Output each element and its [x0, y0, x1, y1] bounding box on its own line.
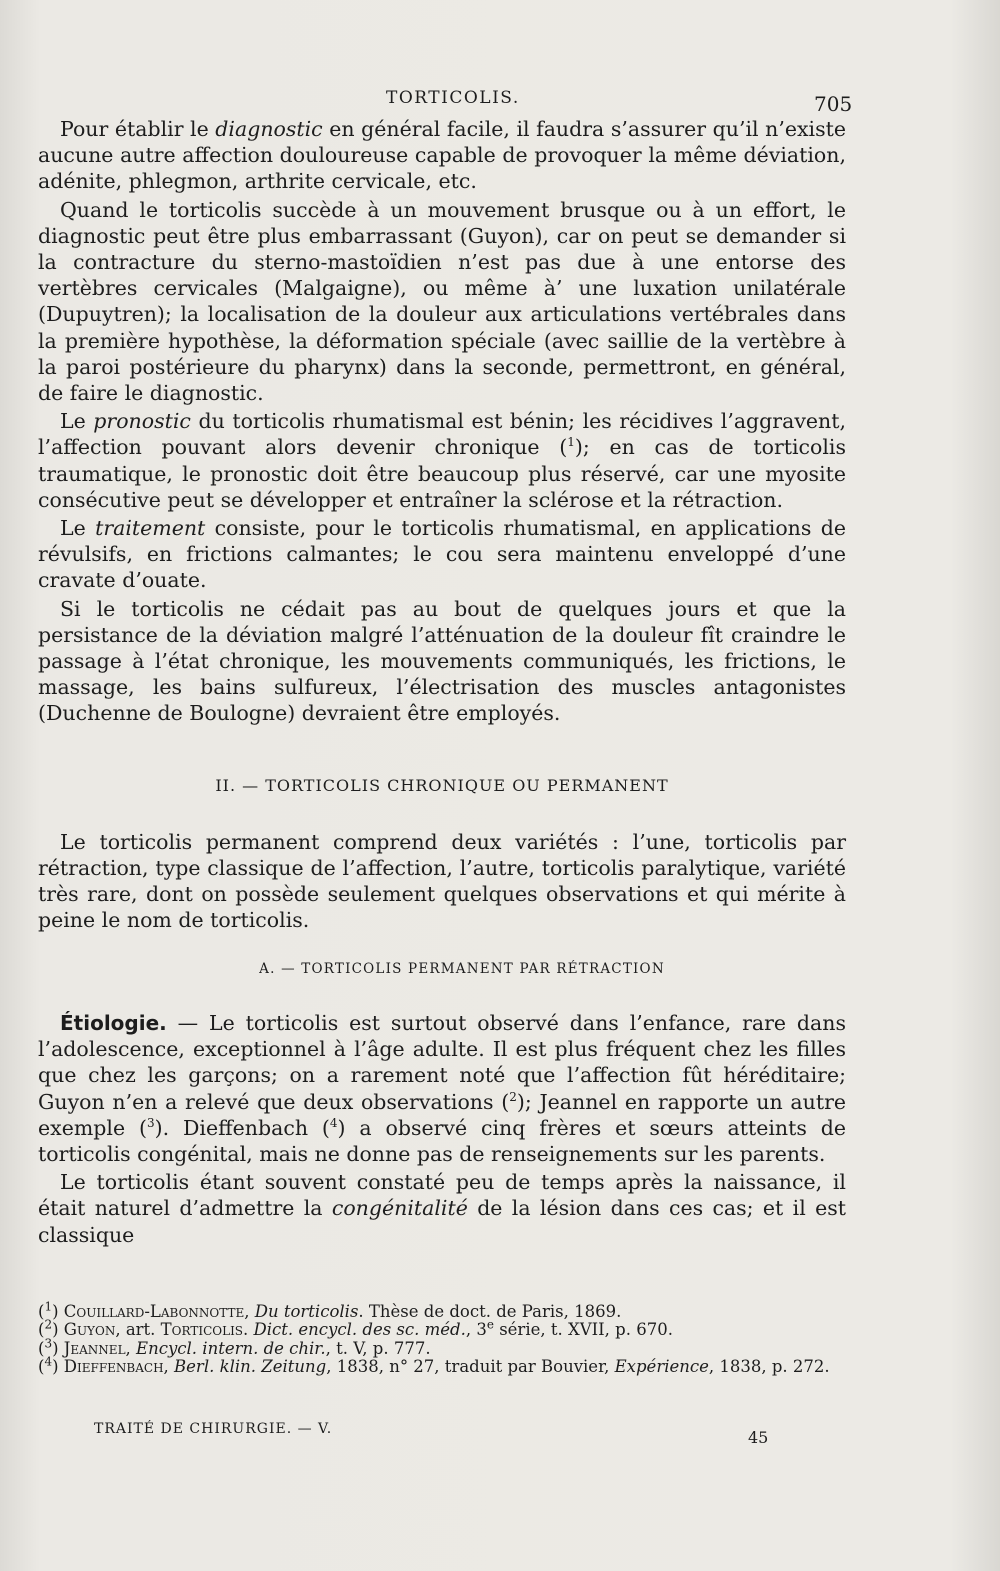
paragraph — [38, 197, 846, 407]
footnote-ref: 3 — [44, 1336, 53, 1351]
footnote-ref: 1 — [44, 1299, 53, 1314]
footnotes — [38, 1299, 846, 1377]
italic-text: Expérience — [614, 1357, 709, 1377]
footnote-ref: e — [486, 1317, 494, 1332]
last-paragraph — [38, 1169, 846, 1248]
text-run: , — [244, 1302, 255, 1321]
text-run: Si le torticolis ne cédait pas au bout de quelques jours et que la persistance de la déviation malgré l’atténuation de la douleur fît craindre le passage à l’état chronique, les mouvements communiqués, les frictions, le massage, les bains sulfureux, l’électrisation des muscles antagonistes (Duchenne de Boulogne) devraient être employés. — [38, 596, 846, 726]
subsection-heading: A. — TORTICOLIS PERMANENT PAR RÉTRACTION — [259, 960, 665, 977]
text-run: . Thèse de doct. de Paris, 1869. — [358, 1302, 622, 1321]
text-run: ) a observé cinq frères et sœurs atteints de torticolis congénital, mais ne donne pas de renseignements sur les parents. — [38, 1115, 846, 1166]
text-run: Le torticolis étant souvent constaté peu de temps après la naissance, il était naturel d’admettre la — [38, 1170, 846, 1221]
body-text — [38, 116, 846, 1248]
author-name: Guyon — [63, 1320, 116, 1340]
italic-text: congénitalité — [331, 1196, 468, 1221]
text-run: ) — [52, 1320, 64, 1340]
author-name: Jeannel — [63, 1338, 126, 1358]
text-run: ); en cas de torticolis traumatique, le pronostic doit être beaucoup plus réservé, car une myosite consécutive peut se développer et entraîner la sclérose et la rétraction. — [38, 435, 846, 512]
text-run: du torticolis rhumatismal est bénin; les récidives l’aggravent, l’affection pouvant alors devenir chronique ( — [38, 409, 846, 460]
running-head: TORTICOLIS. — [386, 88, 520, 108]
section-heading: II. — TORTICOLIS CHRONIQUE OU PERMANENT — [215, 775, 669, 795]
signature-mark: 45 — [748, 1428, 769, 1447]
text-run: , art. — [115, 1320, 161, 1340]
paragraph — [38, 408, 846, 513]
author-name: Dieffenbach — [63, 1357, 164, 1377]
text-run: de la lésion dans ces cas; et il est classique — [38, 1196, 846, 1247]
text-run: ( — [38, 1338, 45, 1358]
paragraph — [38, 515, 846, 594]
text-run: ) — [52, 1357, 64, 1377]
italic-text: Dict. encycl. des sc. méd. — [253, 1320, 466, 1340]
paragraph — [38, 596, 846, 727]
page-number: 705 — [814, 92, 853, 116]
italic-text: pronostic — [93, 409, 191, 434]
footnote-ref: 3 — [146, 1115, 155, 1130]
etiology-paragraph — [38, 1010, 846, 1167]
text-run: ). Dieffenbach ( — [154, 1115, 330, 1140]
text-run: en général facile, il faudra s’assurer qu’il n’existe aucune autre affection douloureuse capable de provoquer la même déviation, adénite, phlegmon, arthrite cervicale, etc. — [38, 117, 846, 194]
text-run: ( — [38, 1302, 45, 1321]
italic-text: Berl. klin. Zeitung — [174, 1357, 327, 1377]
text-run: Quand le torticolis succède à un mouvement brusque ou à un effort, le diagnostic peut être plus embarrassant (Guyon), car on peut se demander si la contracture du sterno-mastoïdien n’est pas due à une entorse des vertèbres cervicales (Malgaigne), ou même à’ une luxation unilatérale (Dupuytren); la localisation de la douleur aux articulations vertébrales dans la première hypothèse, la déformation spéciale (avec saillie de la vertèbre à la paroi postérieure du pharynx) dans la seconde, permettront, en général, de faire le diagnostic. — [38, 197, 846, 406]
italic-text: Encycl. intern. de chir. — [136, 1338, 326, 1358]
footnote-ref: 2 — [509, 1089, 517, 1104]
footnote — [38, 1317, 846, 1340]
footnote — [38, 1354, 846, 1377]
text-run: Le — [60, 409, 94, 434]
paragraphs — [38, 116, 846, 727]
author-name: Couillard-Labonnotte — [63, 1302, 245, 1321]
text-run: , — [163, 1357, 175, 1377]
italic-text: diagnostic — [215, 117, 323, 141]
footnote-ref: 2 — [44, 1317, 53, 1332]
section-paragraph: Le torticolis permanent comprend deux variétés : l’une, torticolis par rétraction, type classique de l’affection, l’autre, torticolis paralytique, variété très rare, dont on possède seulement quelques observations et qui mérite à peine le nom de torticolis. — [38, 829, 846, 933]
text-run: , 1838, p. 272. — [708, 1357, 830, 1377]
text-run: , — [125, 1338, 137, 1358]
text-run: . — [243, 1320, 254, 1340]
text-run: série, t. XVII, p. 670. — [493, 1320, 673, 1340]
text-run: — Le torticolis est surtout observé dans l’enfance, rare dans l’adolescence, exceptionnel à l’âge adulte. Il est plus fréquent chez les filles que chez les garçons; on a rarement noté que l’affection fût héréditaire; Guyon n’en a relevé que deux observations ( — [38, 1010, 846, 1114]
text-run: , 1838, n° 27, traduit par Bouvier, — [326, 1357, 615, 1377]
text-run: ); Jeannel en rapporte un autre exemple ( — [38, 1089, 847, 1140]
footnote — [38, 1336, 846, 1358]
text-run: ( — [38, 1320, 45, 1340]
footnote — [38, 1299, 846, 1321]
footnote-ref: 4 — [44, 1354, 53, 1369]
text-run: Pour établir le — [60, 117, 216, 141]
text-run: , 3 — [465, 1320, 487, 1340]
footer-title: TRAITÉ DE CHIRURGIE. — V. — [94, 1421, 333, 1437]
etiology-runin: Étiologie. — [60, 1010, 167, 1035]
italic-text: traitement — [95, 516, 206, 541]
text-run: ) — [52, 1338, 64, 1358]
footnote-ref: 1 — [567, 435, 575, 450]
text-run: Le — [60, 516, 96, 541]
author-name: Torticolis — [160, 1320, 244, 1340]
text-run: ) — [52, 1302, 64, 1321]
paragraph — [38, 116, 846, 195]
footnote-ref: 4 — [329, 1115, 338, 1130]
text-run: consiste, pour le torticolis rhumatismal, en applications de révulsifs, en frictions calmantes; le cou sera maintenu enveloppé d’une cravate d’ouate. — [38, 516, 846, 593]
italic-text: Du torticolis — [254, 1302, 359, 1321]
text-run: , t. V, p. 777. — [325, 1338, 431, 1358]
text-run: ( — [38, 1357, 45, 1377]
